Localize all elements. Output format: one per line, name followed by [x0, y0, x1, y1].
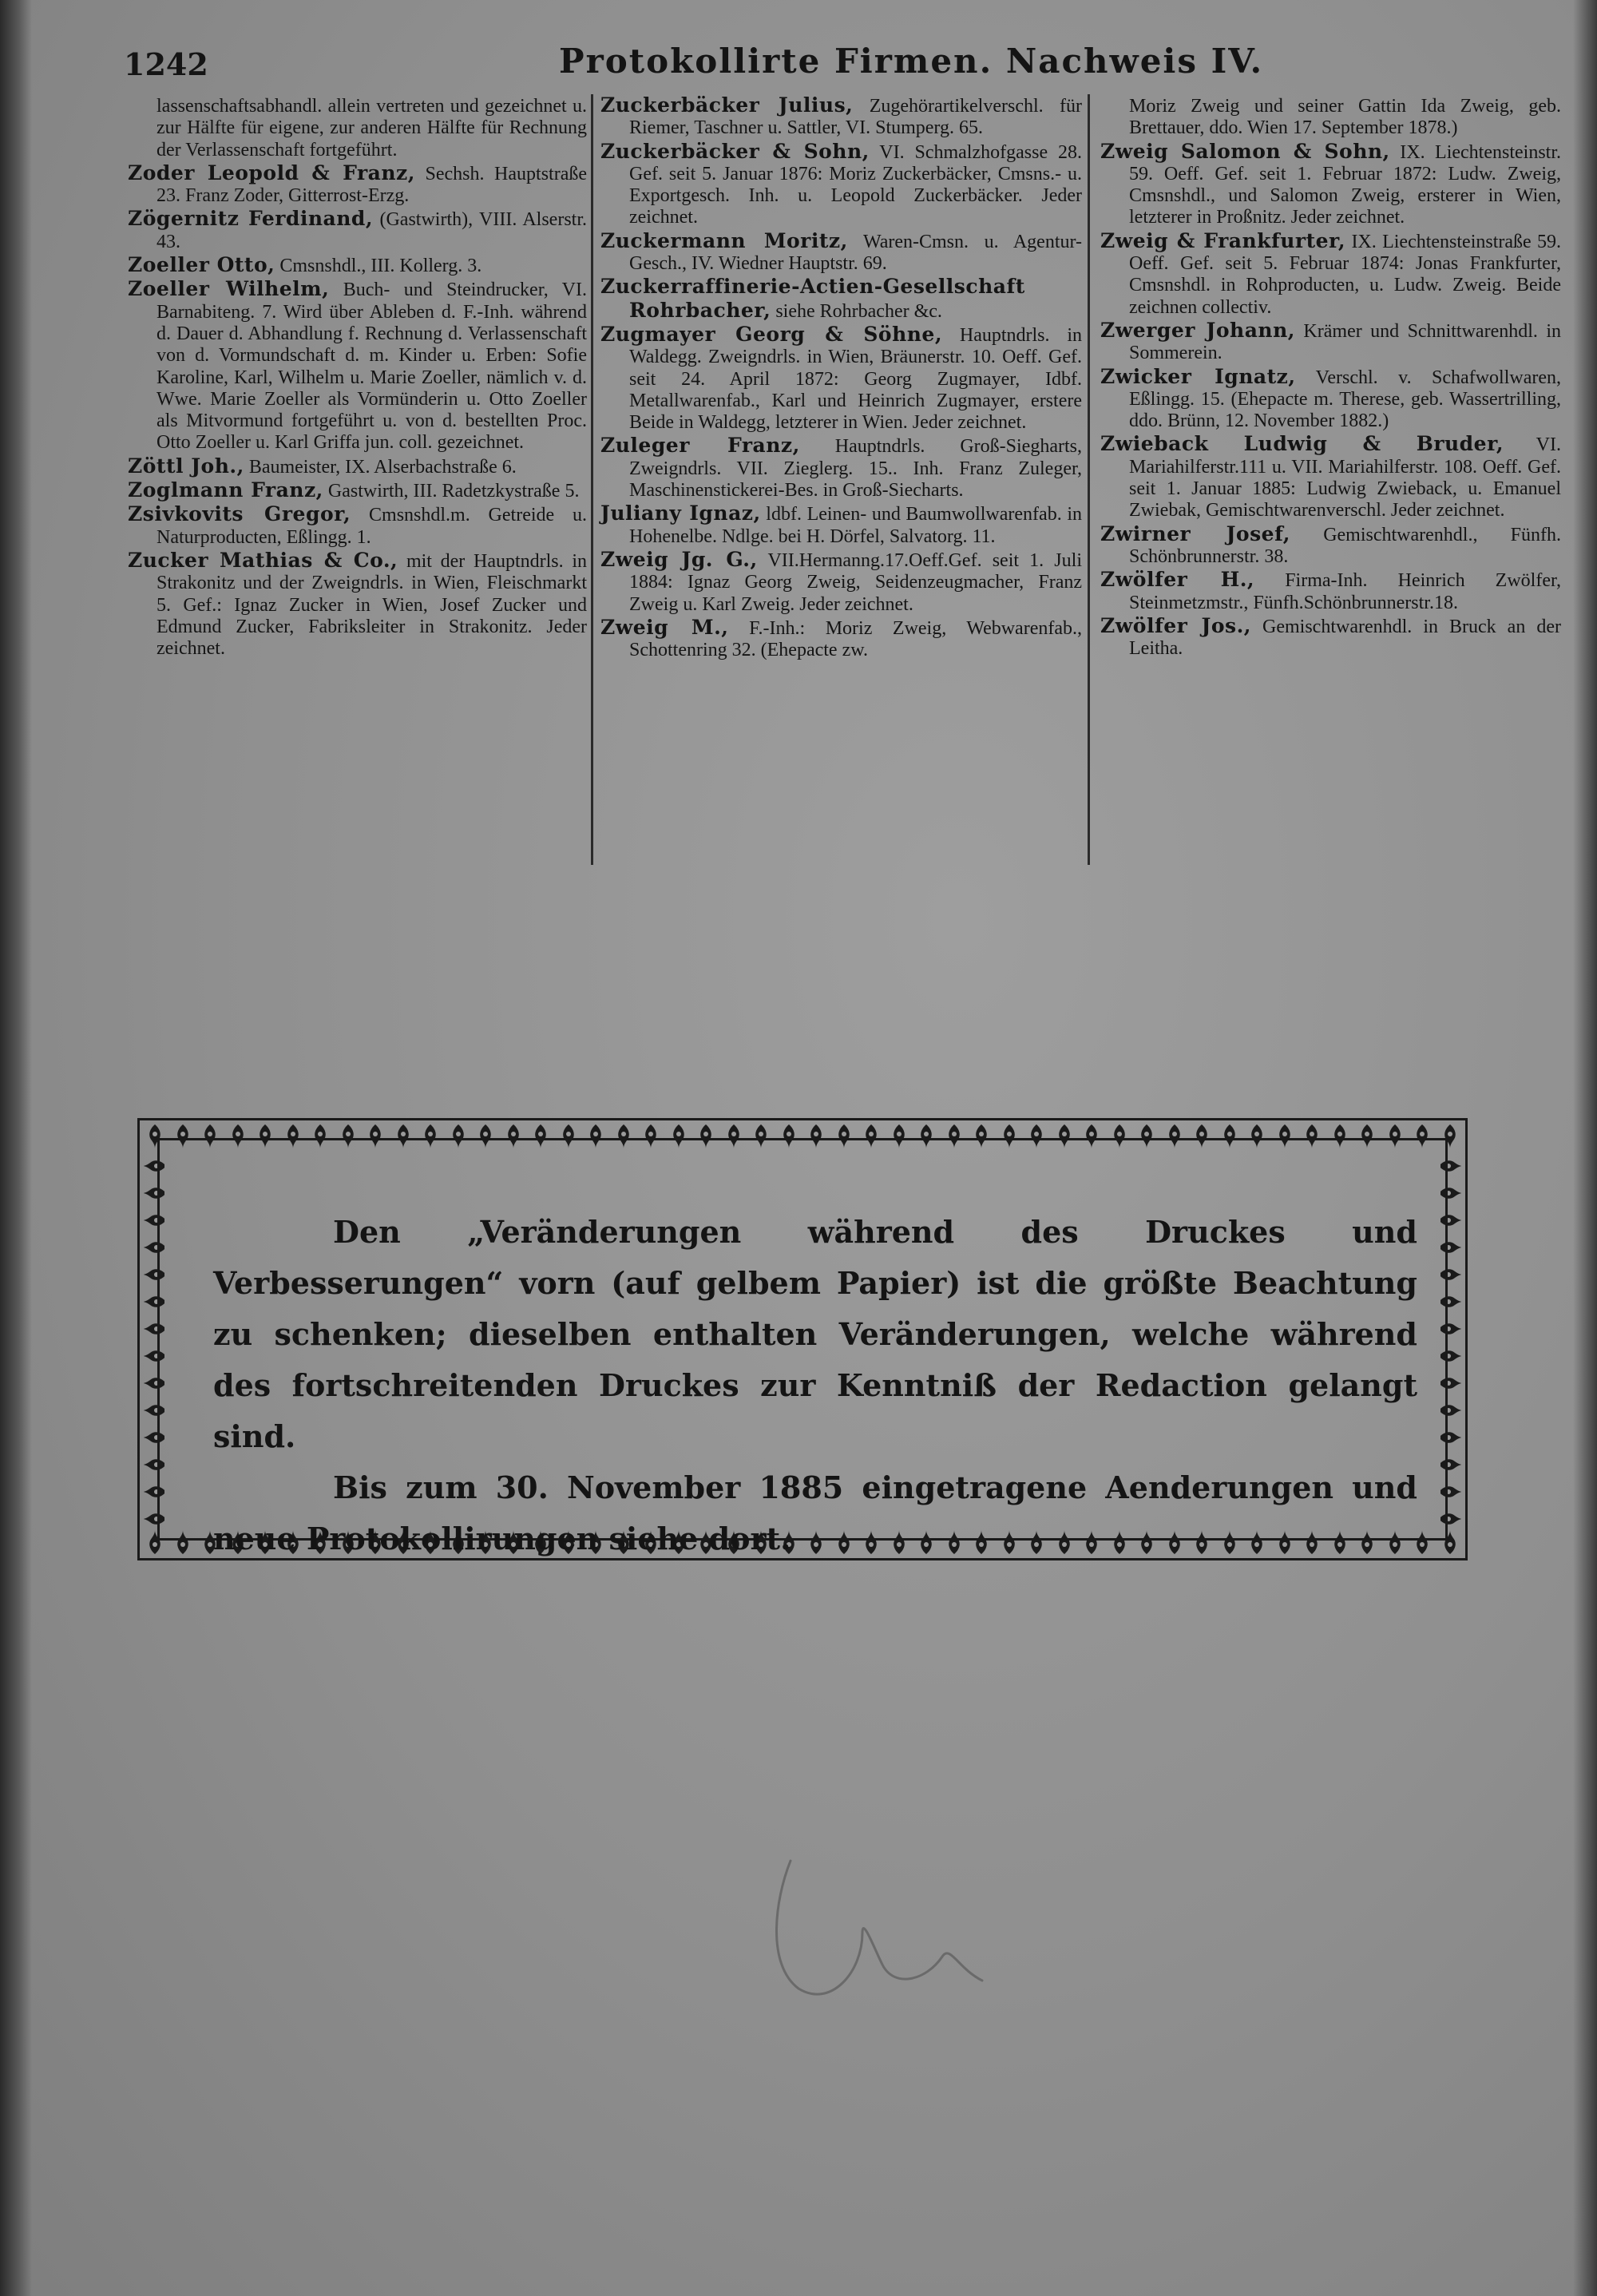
entry-name: Zuckerbäcker Julius, [600, 93, 854, 117]
entry-name: Zweig M., [600, 615, 729, 639]
entry-text: Zugehörartikelverschl. für Riemer, Taschner u. Sattler, VI. Stumperg. 65. [629, 96, 1082, 139]
directory-entry [128, 208, 587, 253]
entry-text: Baumeister, IX. Alserbachstraße 6. [248, 456, 517, 478]
entry-text: VI. Schmalzhofgasse 28. Gef. seit 5. Januar 1876: Moriz Zuckerbäcker, Cmsns.- u. Exportgesch. Inh. u. Leopold Zuckerbäcker. Jeder zeichnet. [629, 141, 1082, 228]
entry-name: Zwicker Ignatz, [1100, 364, 1296, 388]
notice-box [137, 1118, 1468, 1560]
entry-name: Zöttl Joh., [128, 454, 244, 478]
entry-text: Buch- und Steindrucker, VI. Barnabiteng. 7. Wird über Ableben d. F.-Inh. während d. Dauer d. Abhandlung f. Rechnung d. Verlassenschaft von d. Vormundschaft d. m. Kinder u. Erben: Sofie Karoline, Karl, Wilhelm u. Marie Zoeller, nämlich v. d. Wwe. Marie Zoeller als Vormünderin u. Otto Zoeller als Mitvormund fortgeführt u. von d. bestellten Proc. Otto Zoeller u. Karl Griffa jun. coll. gezeichnet. [157, 280, 587, 454]
entry-text: Gemischtwarenhdl., Fünfh. Schönbrunnerstr. 38. [1129, 524, 1561, 567]
entry-text: IX. Liechtensteinstr. 59. Oeff. Gef. seit 1. Februar 1872: Ludw. Zweig, Cmsnshdl., und Salomon Zweig, ersterer in Wien, letzterer in Proßnitz. Jeder zeichnet. [1129, 141, 1562, 228]
entry-name: Zoeller Wilhelm, [128, 277, 330, 301]
entry-name: Zoeller Otto, [128, 253, 275, 277]
page-number: 1242 [124, 46, 208, 82]
entry-text: Firma-Inh. Heinrich Zwölfer, Steinmetzmstr., Fünfh.Schönbrunnerstr.18. [1129, 570, 1561, 613]
directory-entry [1100, 94, 1561, 140]
entry-text: IX. Liechtensteinstraße 59. Oeff. Gef. seit 5. Februar 1874: Jonas Frankfurter, Cmsnshdl. in Rohproducten, u. Ludw. Zweig. Beide zeichnen collectiv. [1129, 231, 1562, 318]
entry-name: Juliany Ignaz, [600, 502, 761, 525]
directory-entry [600, 230, 1082, 276]
notice-paragraph-1: Den „Veränderungen während des Druckes und Verbesserungen“ vorn (auf gelbem Papier) ist die größte Beachtung zu schenken; dieselben enthalten Veränderungen, welche während des fortschreitenden Druckes zur Kenntniß der Redaction gelangt sind. [213, 1214, 1417, 1454]
entry-name: Zoglmann Franz, [128, 478, 323, 502]
entry-name: Zucker Mathias & Co., [128, 548, 398, 572]
notice-text [213, 1207, 1417, 1564]
entry-name: Zsivkovits Gregor, [128, 502, 351, 526]
entry-name: Zweig Jg. G., [600, 547, 758, 571]
directory-entry [128, 549, 587, 660]
directory-entry [128, 162, 587, 208]
entry-text: mit der Hauptndrls. in Strakonitz und der Zweigndrls. in Wien, Fleischmarkt 5. Gef.: Ignaz Zucker in Wien, Josef Zucker und Edmund Zucker, Fabriksleiter in Strakonitz. Jeder zeichnet. [157, 550, 588, 660]
directory-entry [600, 323, 1082, 434]
entry-name: Zögernitz Ferdinand, [128, 207, 374, 231]
directory-entry [600, 549, 1082, 616]
entry-text: Cmsnshdl.m. Getreide u. Naturproducten, Eßlingg. 1. [157, 505, 587, 548]
entry-name: Zoder Leopold & Franz, [128, 161, 415, 184]
entry-text: F.-Inh.: Moriz Zweig, Webwarenfab., Schottenring 32. (Ehepacte zw. [629, 617, 1082, 661]
entry-text: Cmsnshdl., III. Kollerg. 3. [279, 256, 482, 277]
column-2 [600, 94, 1082, 662]
directory-entry [128, 455, 587, 478]
entry-text: (Gastwirth), VIII. Alserstr. 43. [157, 209, 587, 252]
directory-entry [600, 434, 1082, 502]
entry-name: Zwirner Josef, [1100, 521, 1290, 545]
entry-text: Sechsh. Hauptstraße 23. Franz Zoder, Gitterrost-Erzg. [157, 163, 588, 207]
entry-name: Zwölfer Jos., [1100, 613, 1251, 637]
directory-entry [1100, 230, 1561, 319]
directory-entry [128, 503, 587, 549]
entry-text: Gemischtwarenhdl. in Bruck an der Leitha. [1129, 616, 1561, 660]
directory-entry [128, 278, 587, 454]
entry-name: Zwerger Johann, [1100, 318, 1295, 342]
column-1 [128, 94, 587, 660]
entry-name: Zwölfer H., [1100, 568, 1255, 592]
directory-entry [600, 141, 1082, 229]
column-divider [591, 94, 593, 865]
entry-text: siehe Rohrbacher &c. [775, 300, 942, 322]
entry-text: Hauptndrls. Groß-Siegharts, Zweigndrls. VII. Zieglerg. 15.. Inh. Franz Zuleger, Maschinenstickerei-Bes. in Groß-Siecharts. [629, 436, 1082, 502]
directory-entry [600, 94, 1082, 140]
directory-columns [128, 94, 1561, 869]
directory-entry [1100, 319, 1561, 365]
directory-entry [600, 617, 1082, 662]
directory-entry [1100, 433, 1561, 521]
entry-text: Krämer und Schnittwarenhdl. in Sommerein. [1129, 320, 1561, 364]
directory-entry [1100, 569, 1561, 614]
pencil-mark-icon [743, 1829, 1078, 2036]
directory-entry [128, 479, 587, 502]
directory-entry [1100, 615, 1561, 660]
entry-text: VII.Hermanng.17.Oeff.Gef. seit 1. Juli 1884: Ignaz Georg Zweig, Seidenzeugmacher, Franz Zweig u. Karl Zweig. Jeder zeichnet. [629, 549, 1082, 615]
entry-text: Moriz Zweig und seiner Gattin Ida Zweig, geb. Brettauer, ddo. Wien 17. September 1878.) [1129, 96, 1561, 139]
directory-entry [1100, 366, 1561, 433]
directory-entry [128, 254, 587, 277]
entry-name: Zugmayer Georg & Söhne, [600, 322, 943, 346]
directory-entry [600, 502, 1082, 548]
directory-entry [600, 276, 1082, 323]
entry-name: Zwieback Ludwig & Bruder, [1100, 432, 1504, 456]
column-3 [1100, 94, 1561, 660]
directory-entry [128, 94, 587, 161]
page-binding-shadow [0, 0, 32, 2296]
entry-text: Verschl. v. Schafwollwaren, Eßlingg. 15. (Ehepacte m. Therese, geb. Wassertrilling, ddo. Brünn, 12. November 1882.) [1129, 367, 1561, 432]
entry-name: Zuckermann Moritz, [600, 228, 848, 252]
directory-entry [1100, 141, 1561, 229]
entry-text: Gastwirth, III. Radetzkystraße 5. [327, 481, 580, 502]
notice-paragraph-2: Bis zum 30. November 1885 eingetragene Aenderungen und neue Protokollirungen siehe dort. [213, 1469, 1417, 1556]
directory-entry [1100, 523, 1561, 569]
entry-name: Zweig & Frankfurter, [1100, 228, 1346, 252]
entry-text: Waren-Cmsn. u. Agentur-Gesch., IV. Wiedner Hauptstr. 69. [629, 231, 1082, 275]
entry-text: ldbf. Leinen- und Baumwollwarenfab. in Hohenelbe. Ndlge. bei H. Dörfel, Salvatorg. 11. [629, 504, 1082, 547]
entry-name: Zuleger Franz, [600, 434, 800, 458]
entry-text: Hauptndrls. in Waldegg. Zweigndrls. in Wien, Bräunerstr. 10. Oeff. Gef. seit 24. April 1872: Georg Zugmayer, Idbf. Metallwarenfab., Karl und Heinrich Zugmayer, erstere Beide in Waldegg, letzterer in Wien. Jeder zeichnet. [629, 324, 1082, 434]
entry-name: Zweig Salomon & Sohn, [1100, 139, 1390, 163]
running-title: Protokollirte Firmen. Nachweis IV. [559, 42, 1264, 81]
entry-text: VI. Mariahilferstr.111 u. VII. Mariahilferstr. 108. Oeff. Gef. seit 1. Januar 1885: Ludwig Zwieback, u. Emanuel Zwiebak, Gemischtwarenverschl. Jeder zeichnet. [1129, 434, 1561, 521]
entry-name: Zuckerraffinerie-Actien-Gesellschaft Rohrbacher, [600, 275, 1025, 322]
entry-text: lassenschaftsabhandl. allein vertreten und gezeichnet u. zur Hälfte für eigene, zur anderen Hälfte für Rechnung der Verlassenschaft fortgeführt. [157, 96, 587, 161]
column-divider [1088, 94, 1090, 865]
page-edge-shadow [1573, 0, 1597, 2296]
entry-name: Zuckerbäcker & Sohn, [600, 139, 870, 163]
